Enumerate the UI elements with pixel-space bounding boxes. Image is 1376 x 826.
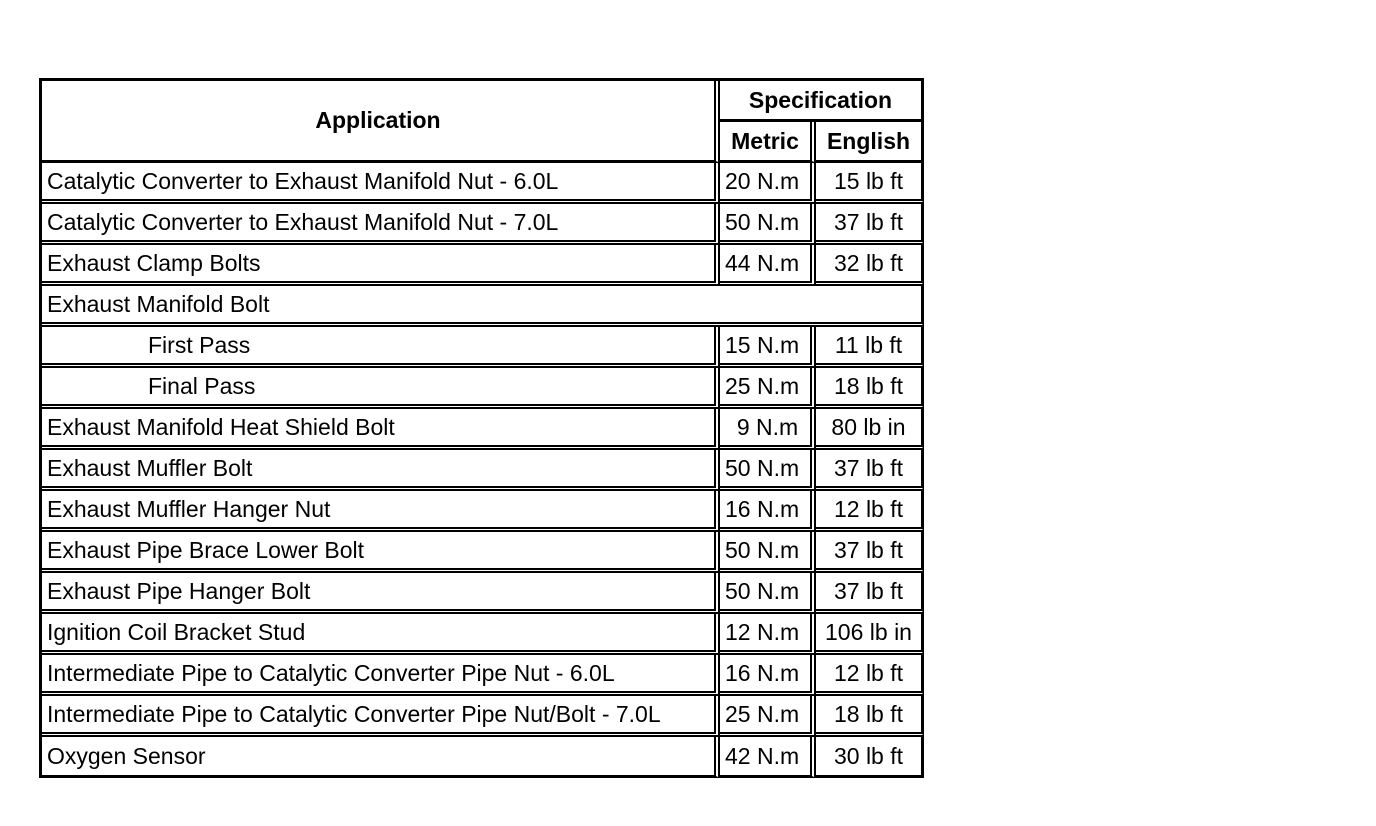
table-row [42, 696, 924, 737]
application-cell: Ignition Coil Bracket Stud [42, 614, 720, 655]
table-row [42, 327, 924, 368]
application-cell: Exhaust Muffler Hanger Nut [42, 491, 720, 532]
english-cell: 37 lb ft [816, 450, 924, 491]
application-cell: Catalytic Converter to Exhaust Manifold Nut - 6.0L [42, 163, 720, 204]
table-row [42, 491, 924, 532]
application-group-cell: Exhaust Manifold Bolt [42, 286, 924, 327]
table-row [42, 245, 924, 286]
application-cell: Oxygen Sensor [42, 737, 720, 778]
application-cell: Intermediate Pipe to Catalytic Converter Pipe Nut - 6.0L [42, 655, 720, 696]
english-cell: 37 lb ft [816, 573, 924, 614]
english-cell: 15 lb ft [816, 163, 924, 204]
header-specification: Specification [720, 81, 924, 122]
metric-cell: 44 N.m [720, 245, 816, 286]
table-row [42, 368, 924, 409]
metric-cell: 50 N.m [720, 450, 816, 491]
metric-cell: 15 N.m [720, 327, 816, 368]
english-cell: 11 lb ft [816, 327, 924, 368]
english-cell: 18 lb ft [816, 368, 924, 409]
table-group-row [42, 286, 924, 327]
metric-cell: 50 N.m [720, 573, 816, 614]
application-cell: Exhaust Muffler Bolt [42, 450, 720, 491]
english-cell: 37 lb ft [816, 532, 924, 573]
application-cell: First Pass [42, 327, 720, 368]
metric-cell: 12 N.m [720, 614, 816, 655]
english-cell: 12 lb ft [816, 491, 924, 532]
metric-cell: 20 N.m [720, 163, 816, 204]
table-row [42, 573, 924, 614]
table-row [42, 737, 924, 778]
application-cell: Exhaust Manifold Heat Shield Bolt [42, 409, 720, 450]
table-row [42, 450, 924, 491]
english-cell: 18 lb ft [816, 696, 924, 737]
application-cell: Exhaust Clamp Bolts [42, 245, 720, 286]
metric-cell: 25 N.m [720, 696, 816, 737]
english-cell: 80 lb in [816, 409, 924, 450]
header-application: Application [42, 81, 720, 163]
application-cell: Exhaust Pipe Brace Lower Bolt [42, 532, 720, 573]
metric-cell: 25 N.m [720, 368, 816, 409]
application-cell: Exhaust Pipe Hanger Bolt [42, 573, 720, 614]
table-row [42, 532, 924, 573]
fastener-specification-table [39, 78, 924, 778]
table-row [42, 614, 924, 655]
metric-cell: 16 N.m [720, 655, 816, 696]
english-cell: 37 lb ft [816, 204, 924, 245]
english-cell: 106 lb in [816, 614, 924, 655]
header-english: English [816, 122, 924, 163]
metric-cell: 50 N.m [720, 204, 816, 245]
metric-cell: 50 N.m [720, 532, 816, 573]
english-cell: 32 lb ft [816, 245, 924, 286]
header-metric: Metric [720, 122, 816, 163]
table-row [42, 204, 924, 245]
table-row [42, 655, 924, 696]
table-row [42, 409, 924, 450]
english-cell: 30 lb ft [816, 737, 924, 778]
application-cell: Catalytic Converter to Exhaust Manifold Nut - 7.0L [42, 204, 720, 245]
metric-cell: 9 N.m [720, 409, 816, 450]
application-cell: Final Pass [42, 368, 720, 409]
metric-cell: 42 N.m [720, 737, 816, 778]
metric-cell: 16 N.m [720, 491, 816, 532]
english-cell: 12 lb ft [816, 655, 924, 696]
table-row [42, 163, 924, 204]
application-cell: Intermediate Pipe to Catalytic Converter Pipe Nut/Bolt - 7.0L [42, 696, 720, 737]
